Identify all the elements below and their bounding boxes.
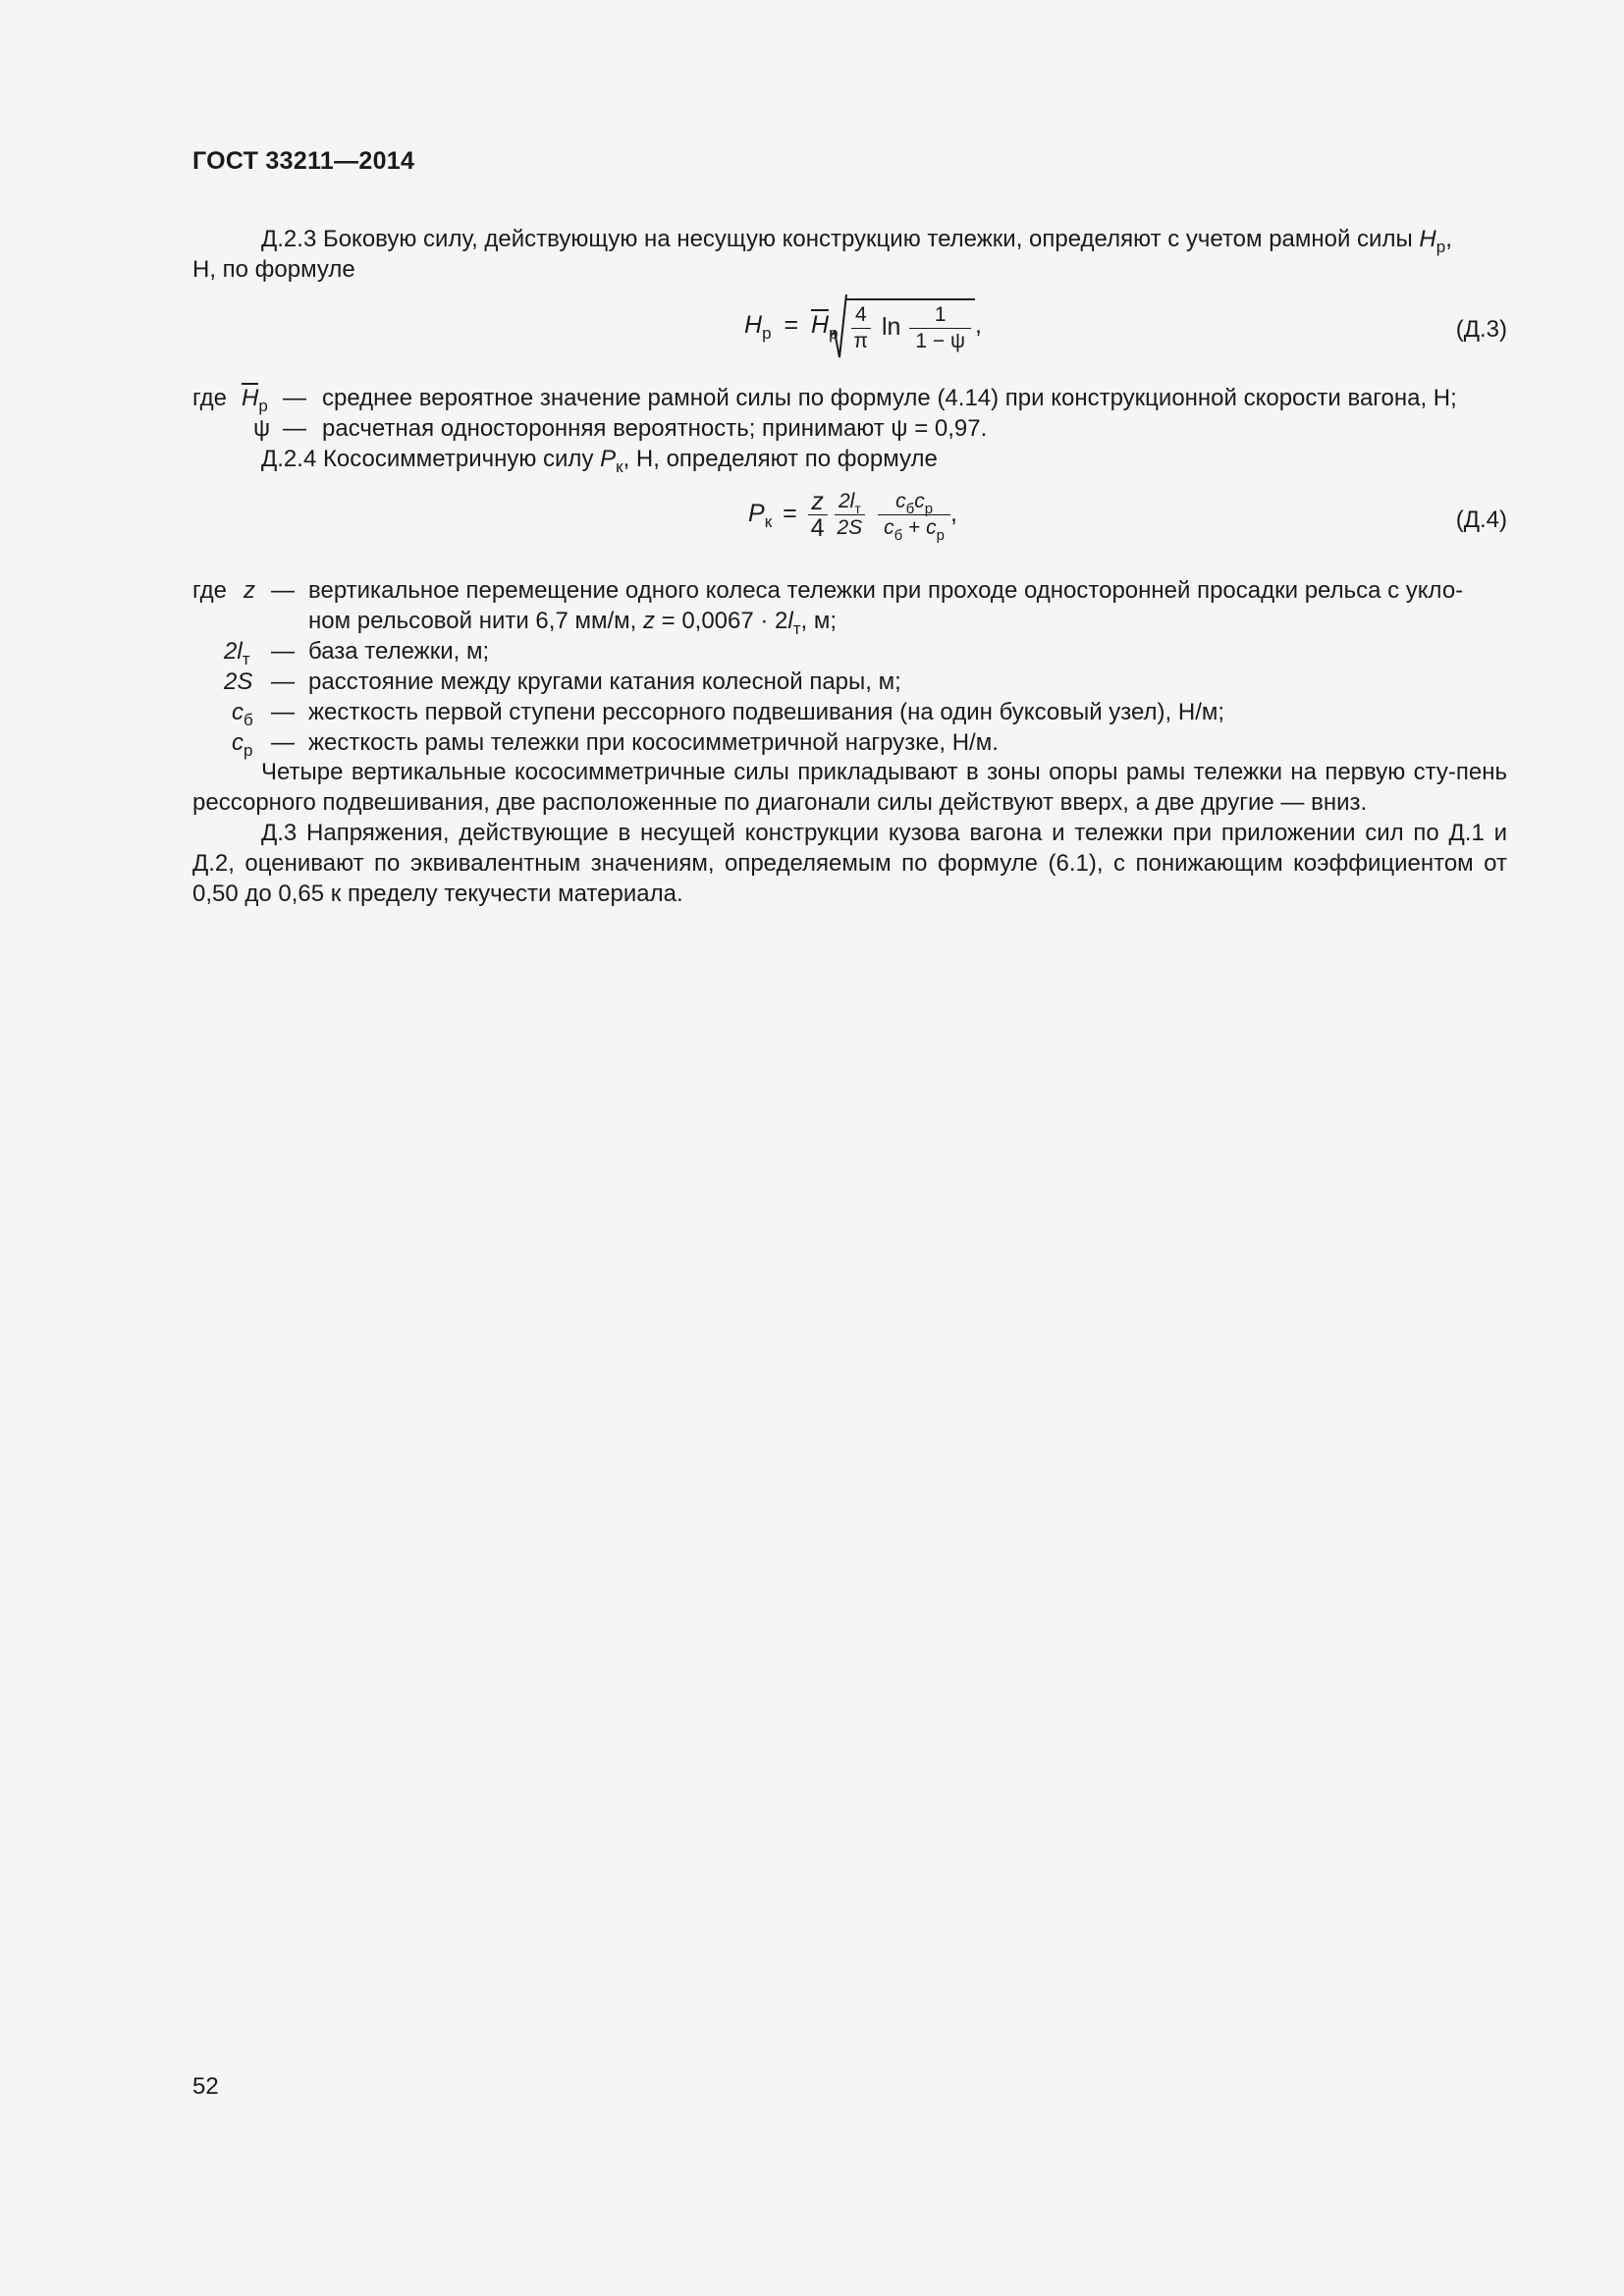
fraction-1-over-1-psi	[909, 302, 971, 354]
text-part: = 0,0067 · 2	[654, 608, 788, 634]
sub-t: т	[854, 501, 861, 516]
sub-k: к	[616, 457, 623, 476]
formula-d4-body	[748, 488, 957, 544]
sub-p: р	[1435, 238, 1446, 256]
where-list-d4	[192, 575, 1507, 758]
formula-lhs-sub: р	[762, 324, 772, 344]
where-var-cr	[232, 727, 252, 758]
where-text: база тележки, м;	[308, 638, 490, 665]
fraction-z-4	[808, 489, 828, 541]
where-var-psi: ψ	[253, 415, 271, 442]
where-text-line1: вертикальное перемещение одного колеса тележки при проходе односторонней просадки рельса с укло-	[308, 577, 1464, 604]
var-h: H	[1419, 226, 1436, 252]
sub-t: т	[792, 619, 801, 638]
where-text: расстояние между кругами катания колесной пары, м;	[308, 668, 901, 695]
formula-number: (Д.4)	[1455, 507, 1507, 533]
fraction-2lt-2s	[835, 489, 866, 541]
paragraph-d3: Д.3 Напряжения, действующие в несущей конструкции кузова вагона и тележки при приложении сил по Д.1 и Д.2, оценивают по эквивалентным значениям, определяемым по формуле (6.1), с понижающим коэффициентом от 0,50 до 0,65 к пределу текучести материала.	[192, 820, 1507, 907]
var-h: H	[242, 385, 259, 411]
frac-den: 4	[808, 514, 828, 541]
where-item-z	[192, 575, 1507, 636]
sqrt-radical	[845, 298, 975, 354]
sub-p: р	[258, 397, 268, 415]
fraction-4-pi	[851, 302, 872, 354]
sub-p: р	[936, 527, 946, 544]
dash: —	[283, 385, 306, 411]
where-text: жесткость первой ступени рессорного подвешивания (на один буксовый узел), Н/м;	[308, 699, 1225, 725]
formula-lhs-sub: к	[764, 512, 773, 532]
where-item-s	[192, 667, 1507, 697]
frac-num: 1	[934, 303, 947, 326]
where-var-z: z	[244, 577, 255, 604]
where-item-psi	[192, 413, 1507, 444]
where-text: среднее вероятное значение рамной силы по формуле (4.14) при конструкционной скорости вагона, Н;	[322, 385, 1457, 411]
formula-number: (Д.3)	[1455, 316, 1507, 343]
comma: ,	[1445, 226, 1452, 252]
where-var-hp	[242, 383, 268, 413]
frac-num: 4	[854, 303, 867, 326]
sub-b: б	[244, 711, 253, 729]
formula-d3-body	[744, 298, 982, 354]
sub-b: б	[905, 501, 915, 517]
formula-lhs-var: P	[748, 500, 765, 528]
plus-sign: +	[902, 516, 927, 539]
sub-b: б	[893, 527, 903, 544]
var-c: c	[232, 729, 244, 756]
paragraph-d24-text-end: , Н, определяют по формуле	[623, 446, 938, 472]
paragraph-d23-line2-text: Н, по формуле	[192, 256, 355, 283]
where-item-cr	[192, 727, 1507, 758]
paragraph-d24	[192, 444, 1507, 474]
where-word: где	[192, 385, 228, 411]
var-c: c	[914, 490, 925, 512]
frac-num	[835, 489, 866, 514]
text-part: ном рельсовой нити 6,7 мм/м,	[308, 608, 643, 634]
where-var-lt	[224, 636, 249, 667]
var-c: c	[895, 490, 906, 512]
frac-den: 1 − ψ	[909, 328, 971, 354]
sqrt-body	[845, 298, 975, 354]
num-2l: 2l	[838, 490, 855, 512]
var-p: P	[600, 446, 617, 472]
sub-p: р	[244, 741, 253, 760]
paragraph-d23	[192, 224, 1507, 254]
dash: —	[271, 668, 295, 695]
paragraph-d23-line2	[192, 254, 1507, 285]
paragraph-four-forces: Четыре вертикальные кососимметричные силы прикладывают в зоны опоры рамы тележки на первую сту-пень рессорного подвешивания, две расположенные по диагонали силы действуют вверх, а две другие — вниз.	[192, 759, 1507, 816]
var-2l: 2l	[224, 638, 243, 665]
sub-t: т	[242, 650, 250, 668]
var-c: c	[926, 516, 937, 539]
comma: ,	[975, 311, 982, 340]
text-part: , м;	[800, 608, 838, 634]
paragraph-d24-text: Д.2.4 Кососимметричную силу	[261, 446, 601, 472]
where-list-d3	[192, 383, 1507, 444]
where-var-cb	[232, 697, 253, 727]
where-var-2s: 2S	[224, 668, 253, 695]
sqrt-icon	[830, 293, 847, 361]
dash: —	[271, 577, 295, 604]
where-text: жесткость рамы тележки при кососимметричной нагрузке, Н/м.	[308, 729, 999, 756]
frac-num: z	[811, 488, 824, 515]
page-number: 52	[192, 2073, 219, 2100]
formula-lhs-var: H	[744, 311, 763, 340]
where-item-cb	[192, 697, 1507, 727]
where-word: где	[192, 577, 228, 604]
dash: —	[271, 729, 295, 756]
sub-p: р	[924, 501, 934, 517]
formula-d4	[192, 485, 1507, 563]
formula-d3	[192, 294, 1507, 373]
frac-den	[878, 514, 950, 544]
var-c: c	[884, 516, 894, 539]
document-title: ГОСТ 33211—2014	[192, 147, 415, 175]
frac-den: π	[851, 328, 872, 354]
frac-den: 2S	[835, 514, 866, 541]
comma: ,	[950, 500, 957, 528]
equals-sign: =	[783, 500, 797, 528]
where-text-line2	[308, 606, 1507, 636]
where-item-lt	[192, 636, 1507, 667]
dash: —	[271, 699, 295, 725]
var-c: c	[232, 699, 244, 725]
var-z: z	[642, 608, 655, 634]
frac-num	[878, 489, 950, 517]
paragraph-d23-text: Д.2.3 Боковую силу, действующую на несущую конструкцию тележки, определяют с учетом рамной силы	[261, 226, 1420, 252]
formula-rhs-var: H	[811, 311, 830, 340]
where-item-hp	[192, 383, 1507, 413]
equals-sign: =	[784, 311, 799, 340]
dash: —	[283, 415, 306, 442]
where-text: расчетная односторонняя вероятность; принимают ψ = 0,97.	[322, 415, 988, 442]
formula-rhs-sub: р	[829, 324, 839, 344]
fraction-stiffness	[878, 489, 950, 544]
var-l: l	[787, 608, 793, 634]
dash: —	[271, 638, 295, 665]
ln-op: ln	[881, 313, 901, 342]
